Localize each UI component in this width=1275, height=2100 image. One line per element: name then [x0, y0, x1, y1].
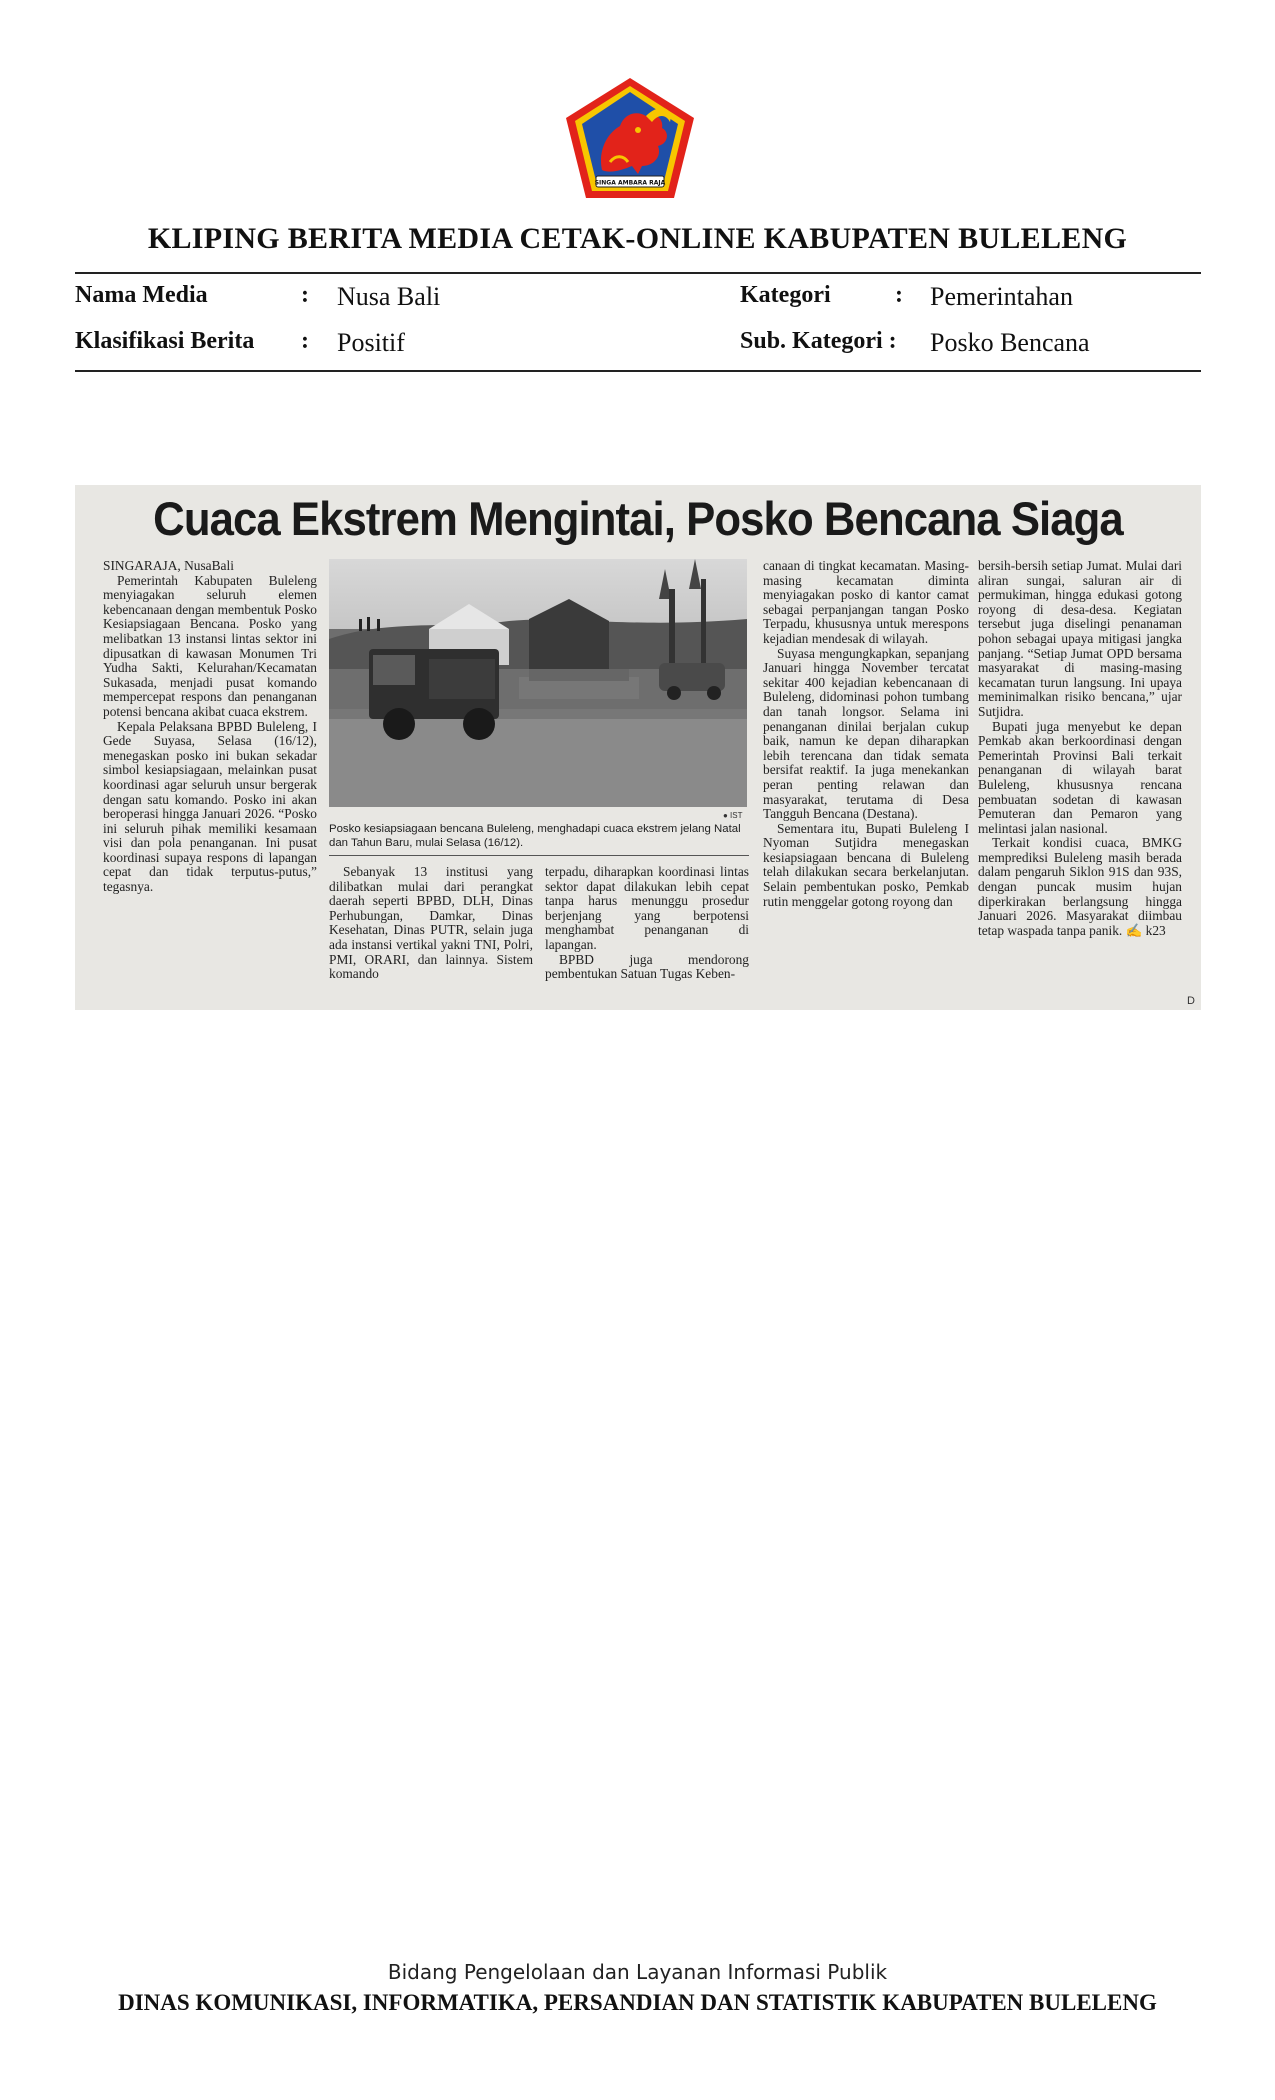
photo-credit: ● IST	[723, 811, 743, 820]
article-headline: Cuaca Ekstrem Mengintai, Posko Bencana Siaga	[153, 492, 1123, 545]
klasifikasi-label: Klasifikasi Berita	[75, 328, 255, 354]
kategori-colon: :	[895, 282, 903, 308]
article-paragraph: Suyasa mengungkapkan, sepanjang Januari hingga November tercatat sekitar 400 kejadian kebencanaan di Buleleng, didominasi pohon tumbang dan tanah longsor. Selama ini penanganan dinilai berjalan cukup baik, namun ke depan diharapkan lebih terencana dan tidak semata bersifat reaktif. Ia juga menekankan peran penting relawan dan masyarakat, terutama di Desa Tangguh Bencana (Destana).	[763, 645, 969, 822]
subkategori-value: Posko Bencana	[930, 328, 1090, 357]
media-label: Nama Media	[75, 282, 208, 308]
article-column-3	[545, 865, 749, 982]
edge-letter: D	[1187, 995, 1195, 1007]
article-column-5	[978, 559, 1182, 938]
kategori-value: Pemerintahan	[930, 282, 1073, 311]
footer-agency: DINAS KOMUNIKASI, INFORMATIKA, PERSANDIAN DAN STATISTIK KABUPATEN BULELENG	[118, 1990, 1157, 2015]
media-value: Nusa Bali	[337, 282, 441, 311]
article-paragraph: Bupati juga menyebut ke depan Pemkab akan berkoordinasi dengan Pemerintah Provinsi Bali terkait penanganan di wilayah barat Buleleng, khususnya rencana pembuatan sodetan di kawasan Pemuteran dan Pemaron yang melintasi jalan nasional.	[978, 718, 1182, 836]
article-dateline: SINGARAJA, NusaBali	[103, 558, 234, 573]
article-paragraph: BPBD juga mendorong pembentukan Satuan Tugas Keben-	[545, 951, 749, 982]
logo-text: SINGA AMBARA RAJA	[594, 179, 666, 187]
article-paragraph: Terkait kondisi cuaca, BMKG memprediksi Buleleng masih berada dalam pengaruh Siklon 91S dan 93S, dengan puncak musim hujan diperkirakan berlangsung hingga Januari 2026. Masyarakat diimbau tetap waspada tanpa panik. ✍ k23	[978, 835, 1182, 938]
article-paragraph: Kepala Pelaksana BPBD Buleleng, I Gede Suyasa, Selasa (16/12), menegaskan posko ini bukan sekadar simbol kesiapsiagaan, melainkan pusat koordinasi agar seluruh unsur bergerak dengan satu komando. Posko ini akan beroperasi hingga Januari 2026. “Posko ini seluruh pihak memiliki kesamaan visi dan pola penanganan. Ini pusat koordinasi supaya respons di lapangan cepat dan tidak terputus-putus,” tegasnya.	[103, 718, 317, 895]
article-paragraph: terpadu, diharapkan koordinasi lintas sektor dapat dilakukan lebih cepat tanpa harus menunggu prosedur berjenjang yang berpotensi menghambat penanganan di lapangan.	[545, 864, 749, 952]
article-paragraph: Sementara itu, Bupati Buleleng I Nyoman Sutjidra menegaskan kesiapsiagaan bencana di Buleleng telah dilakukan secara berkelanjutan. Selain pembentukan posko, Pemkab rutin menggelar gotong royong dan	[763, 820, 969, 909]
klasifikasi-colon: :	[301, 328, 309, 354]
article-paragraph: Pemerintah Kabupaten Buleleng menyiagakan seluruh elemen kebencanaan dengan membentuk Posko Kesiapsiagaan Bencana. Posko yang melibatkan 13 instansi lintas sektor ini dipusatkan di kawasan Monumen Tri Yudha Sakti, Kelurahan/Kecamatan Sukasada, menjadi pusat komando mempercepat respons dan penanganan potensi bencana akibat cuaca ekstrem.	[103, 572, 317, 719]
article-column-1	[103, 559, 317, 895]
caption-rule	[329, 855, 749, 856]
media-colon: :	[301, 282, 309, 308]
news-clipping	[75, 485, 1201, 1010]
article-photo	[329, 559, 747, 807]
kategori-label: Kategori	[740, 282, 831, 308]
footer-division: Bidang Pengelolaan dan Layanan Informasi Publik	[387, 1960, 888, 1984]
article-paragraph: canaan di tingkat kecamatan. Masing-masing kecamatan diminta menyiagakan posko di kantor camat sebagai perpanjangan tangan Posko Terpadu, khususnya untuk merespons kejadian mendesak di wilayah.	[763, 558, 969, 646]
header-rule-top	[75, 272, 1201, 274]
klasifikasi-value: Positif	[337, 328, 405, 357]
article-paragraph: bersih-bersih setiap Jumat. Mulai dari aliran sungai, saluran air di permukiman, hingga edukasi gotong royong di desa-desa. Kegiatan tersebut juga diselingi penanaman pohon sebagai upaya mitigasi jangka panjang. “Setiap Jumat OPD bersama masyarakat di masing-masing kecamatan turun langsung. Ini upaya meminimalkan risiko bencana,” ujar Sutjidra.	[978, 558, 1182, 719]
article-column-2	[329, 865, 533, 982]
page-title: KLIPING BERITA MEDIA CETAK-ONLINE KABUPATEN BULELENG	[147, 222, 1128, 255]
photo-caption: Posko kesiapsiagaan bencana Buleleng, menghadapi cuaca ekstrem jelang Natal dan Tahun Baru, mulai Selasa (16/12).	[329, 823, 741, 849]
article-column-4	[763, 559, 969, 909]
subkategori-label: Sub. Kategori :	[740, 328, 897, 354]
article-paragraph: Sebanyak 13 institusi yang dilibatkan mulai dari perangkat daerah seperti BPBD, DLH, Dinas Perhubungan, Damkar, Dinas Kesehatan, Dinas PUTR, selain juga ada instansi vertikal yakni TNI, Polri, PMI, ORARI, dan lainnya. Sistem komando	[329, 864, 533, 982]
buleleng-logo	[562, 74, 698, 202]
header-rule-bottom	[75, 370, 1201, 372]
